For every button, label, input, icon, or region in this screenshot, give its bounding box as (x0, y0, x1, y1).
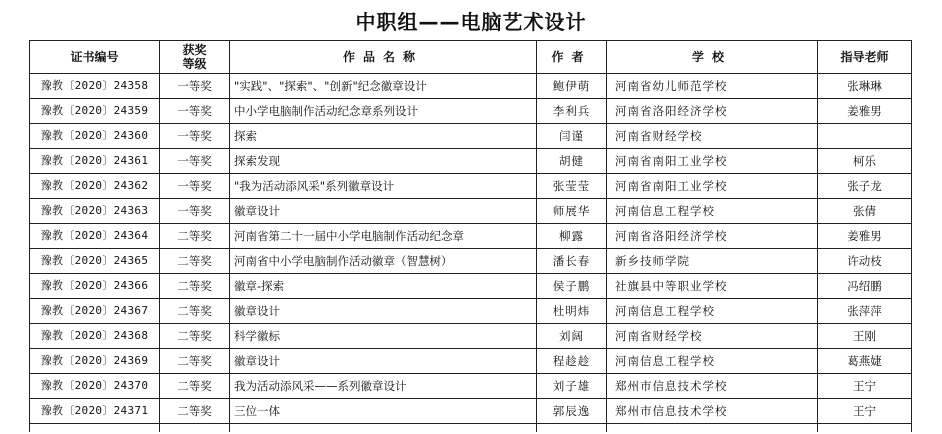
cell-author: 张莹莹 (537, 174, 607, 199)
cell-level: 二等奖 (160, 224, 230, 249)
cell-teacher: 许动枝 (818, 249, 912, 274)
header-author: 作者 (537, 41, 607, 74)
header-school: 学校 (607, 41, 818, 74)
cell-school: 河南省南阳工业学校 (607, 174, 818, 199)
cell-school: 郑州市信息技术学校 (607, 399, 818, 424)
cell-cert: 豫教〔2020〕24361 (30, 149, 160, 174)
cell-work: "我为活动添风采"系列徽章设计 (230, 174, 537, 199)
awards-table (29, 40, 912, 432)
cell-author: 师展华 (537, 199, 607, 224)
cell-cert: 豫教〔2020〕24359 (30, 99, 160, 124)
cell-work: 徽章设计 (230, 299, 537, 324)
cell-teacher: 张琳琳 (818, 74, 912, 99)
table-row (30, 374, 912, 399)
page-title: 中职组——电脑艺术设计 (355, 10, 587, 34)
cell-work: 三位一体 (230, 399, 537, 424)
cell-empty (607, 424, 818, 433)
cell-author: 侯子鹏 (537, 274, 607, 299)
header-level (160, 41, 230, 74)
table-row (30, 99, 912, 124)
cell-cert: 豫教〔2020〕24363 (30, 199, 160, 224)
cell-author: 李利兵 (537, 99, 607, 124)
cell-cert: 豫教〔2020〕24367 (30, 299, 160, 324)
table-row (30, 249, 912, 274)
cell-teacher: 王宁 (818, 374, 912, 399)
cell-work: 中小学电脑制作活动纪念章系列设计 (230, 99, 537, 124)
header-level-line1: 获奖 (182, 43, 207, 57)
cell-work: 探索发现 (230, 149, 537, 174)
cell-cert: 豫教〔2020〕24366 (30, 274, 160, 299)
cell-school: 河南省洛阳经济学校 (607, 99, 818, 124)
cell-work: 徽章-探索 (230, 274, 537, 299)
cell-school: 河南信息工程学校 (607, 299, 818, 324)
cell-cert: 豫教〔2020〕24360 (30, 124, 160, 149)
cell-teacher: 张子龙 (818, 174, 912, 199)
cell-school: 河南省财经学校 (607, 324, 818, 349)
cell-level: 二等奖 (160, 399, 230, 424)
cell-cert: 豫教〔2020〕24369 (30, 349, 160, 374)
cell-author: 胡健 (537, 149, 607, 174)
table-row (30, 224, 912, 249)
cell-author: 鲍伊萌 (537, 74, 607, 99)
table-body (30, 74, 912, 433)
header-teacher: 指导老师 (818, 41, 912, 74)
table-row (30, 274, 912, 299)
cell-teacher (818, 124, 912, 149)
cell-cert: 豫教〔2020〕24364 (30, 224, 160, 249)
cell-school: 河南省幼儿师范学校 (607, 74, 818, 99)
cell-teacher: 葛燕婕 (818, 349, 912, 374)
header-level-line2: 等级 (182, 57, 207, 71)
cell-school: 河南省洛阳经济学校 (607, 224, 818, 249)
cell-work: 科学徽标 (230, 324, 537, 349)
cell-level: 一等奖 (160, 99, 230, 124)
cell-teacher: 姜雅男 (818, 224, 912, 249)
table-row (30, 299, 912, 324)
table-row (30, 74, 912, 99)
cell-work: 徽章设计 (230, 349, 537, 374)
cell-cert: 豫教〔2020〕24368 (30, 324, 160, 349)
cell-school: 新乡技师学院 (607, 249, 818, 274)
cell-work: 探索 (230, 124, 537, 149)
cell-cert: 豫教〔2020〕24362 (30, 174, 160, 199)
cell-teacher: 王刚 (818, 324, 912, 349)
table-row (30, 324, 912, 349)
table-row (30, 174, 912, 199)
cell-teacher: 王宁 (818, 399, 912, 424)
cell-school: 河南信息工程学校 (607, 199, 818, 224)
cell-level: 二等奖 (160, 249, 230, 274)
cell-author: 郭辰逸 (537, 399, 607, 424)
cell-author: 柳露 (537, 224, 607, 249)
cell-author: 刘子雄 (537, 374, 607, 399)
table-row (30, 124, 912, 149)
cell-school: 河南省财经学校 (607, 124, 818, 149)
table-row (30, 399, 912, 424)
cell-teacher: 柯乐 (818, 149, 912, 174)
cell-school: 河南信息工程学校 (607, 349, 818, 374)
cell-teacher: 张倩 (818, 199, 912, 224)
cell-level: 一等奖 (160, 74, 230, 99)
table-row (30, 349, 912, 374)
cell-level: 二等奖 (160, 274, 230, 299)
cell-cert: 豫教〔2020〕24370 (30, 374, 160, 399)
cell-author: 刘阔 (537, 324, 607, 349)
header-cert: 证书编号 (30, 41, 160, 74)
cell-author: 潘长春 (537, 249, 607, 274)
header-work: 作品名称 (230, 41, 537, 74)
cell-teacher: 姜雅男 (818, 99, 912, 124)
cell-work: "实践"、"探索"、"创新"纪念徽章设计 (230, 74, 537, 99)
cell-author: 杜明炜 (537, 299, 607, 324)
table-row (30, 149, 912, 174)
cell-level: 一等奖 (160, 199, 230, 224)
cell-level: 一等奖 (160, 149, 230, 174)
cell-level: 一等奖 (160, 174, 230, 199)
cell-empty (30, 424, 160, 433)
cell-work: 河南省第二十一届中小学电脑制作活动纪念章 (230, 224, 537, 249)
cell-work: 徽章设计 (230, 199, 537, 224)
cell-empty (537, 424, 607, 433)
cell-level: 二等奖 (160, 349, 230, 374)
cell-school: 河南省南阳工业学校 (607, 149, 818, 174)
cell-author: 闫谨 (537, 124, 607, 149)
cell-empty (818, 424, 912, 433)
cell-cert: 豫教〔2020〕24371 (30, 399, 160, 424)
cell-teacher: 张萍萍 (818, 299, 912, 324)
cell-work: 我为活动添风采——系列徽章设计 (230, 374, 537, 399)
cell-author: 程趁趁 (537, 349, 607, 374)
cell-work: 河南省中小学电脑制作活动徽章（智慧树） (230, 249, 537, 274)
cell-level: 二等奖 (160, 374, 230, 399)
cell-school: 社旗县中等职业学校 (607, 274, 818, 299)
cell-school: 郑州市信息技术学校 (607, 374, 818, 399)
cell-level: 一等奖 (160, 124, 230, 149)
cell-level: 二等奖 (160, 324, 230, 349)
table-row (30, 199, 912, 224)
cell-empty (230, 424, 537, 433)
table-header-row (30, 41, 912, 74)
cell-cert: 豫教〔2020〕24358 (30, 74, 160, 99)
cell-level: 二等奖 (160, 299, 230, 324)
table-row-cutoff (30, 424, 912, 433)
cell-teacher: 冯绍鹏 (818, 274, 912, 299)
cell-empty (160, 424, 230, 433)
cell-cert: 豫教〔2020〕24365 (30, 249, 160, 274)
